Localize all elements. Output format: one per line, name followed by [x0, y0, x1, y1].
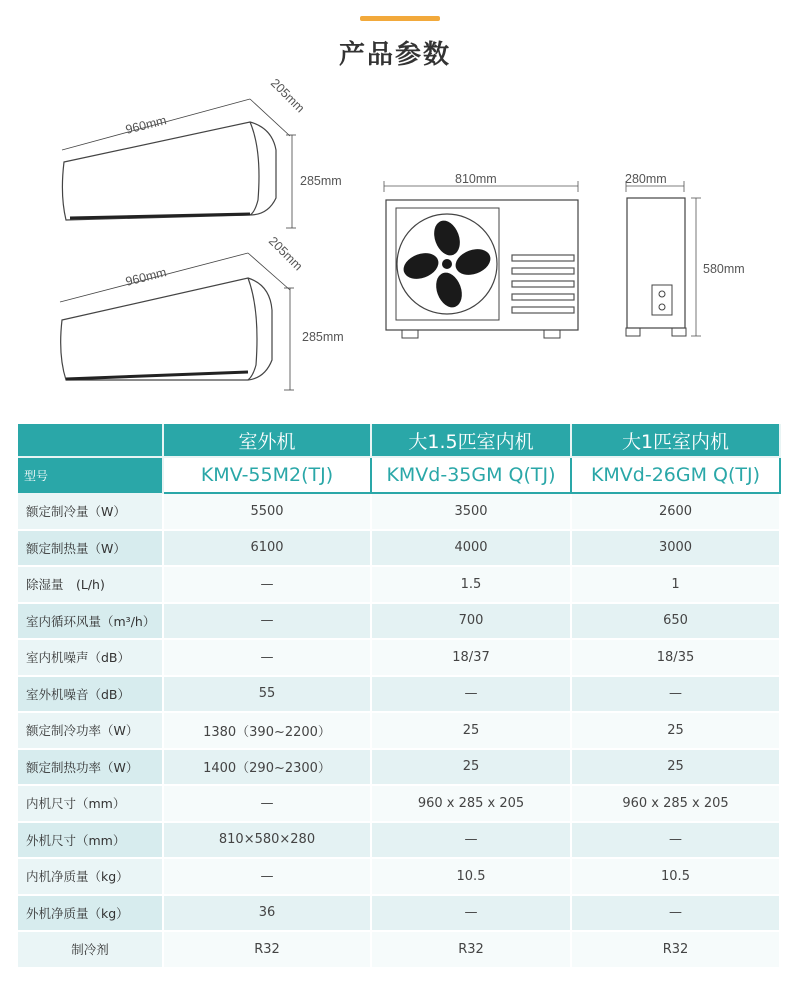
model-indoor-1hp: KMVd-26GM Q(TJ) — [571, 457, 780, 493]
row-label: 内机净质量（kg） — [18, 858, 163, 895]
cell-value: R32 — [371, 931, 571, 968]
cell-value: — — [571, 676, 780, 713]
table-row — [18, 712, 780, 749]
table-row — [18, 566, 780, 603]
indoor2-width-label: 960mm — [124, 265, 168, 289]
table-row — [18, 785, 780, 822]
model-indoor-1-5hp: KMVd-35GM Q(TJ) — [371, 457, 571, 493]
dimension-diagrams — [0, 75, 790, 405]
cell-value: 4000 — [371, 530, 571, 567]
row-label: 外机尺寸（mm） — [18, 822, 163, 859]
cell-value: — — [163, 639, 371, 676]
header-blank — [18, 424, 163, 457]
table-row — [18, 639, 780, 676]
cell-value: — — [571, 822, 780, 859]
cell-value: — — [163, 858, 371, 895]
outdoor-depth-label: 280mm — [625, 172, 667, 186]
row-label: 额定制冷功率（W） — [18, 712, 163, 749]
cell-value: — — [571, 895, 780, 932]
cell-value: 810×580×280 — [163, 822, 371, 859]
cell-value: 10.5 — [371, 858, 571, 895]
cell-value: — — [163, 566, 371, 603]
cell-value: 5500 — [163, 493, 371, 530]
row-label: 室内机噪声（dB） — [18, 639, 163, 676]
cell-value: — — [371, 895, 571, 932]
table-header-row — [18, 424, 780, 457]
indoor2-depth-label: 205mm — [265, 233, 306, 274]
cell-value: 18/35 — [571, 639, 780, 676]
model-label: 型号 — [18, 457, 163, 493]
cell-value: 3000 — [571, 530, 780, 567]
table-row — [18, 749, 780, 786]
table-row — [18, 822, 780, 859]
spec-table — [18, 424, 781, 969]
indoor2-height-label: 285mm — [302, 330, 344, 344]
cell-value: 1400（290~2300） — [163, 749, 371, 786]
cell-value: 1 — [571, 566, 780, 603]
cell-value: R32 — [571, 931, 780, 968]
indoor1-depth-label: 205mm — [267, 75, 308, 116]
cell-value: 55 — [163, 676, 371, 713]
cell-value: 700 — [371, 603, 571, 640]
row-label: 室内循环风量（m³/h） — [18, 603, 163, 640]
row-label: 内机尺寸（mm） — [18, 785, 163, 822]
cell-value: 36 — [163, 895, 371, 932]
cell-value: R32 — [163, 931, 371, 968]
cell-value: — — [371, 676, 571, 713]
table-row — [18, 676, 780, 713]
row-label: 除湿量 (L/h) — [18, 566, 163, 603]
header-outdoor: 室外机 — [163, 424, 371, 457]
cell-value: 650 — [571, 603, 780, 640]
cell-value: 10.5 — [571, 858, 780, 895]
table-row — [18, 931, 780, 968]
indoor-unit-diagram-1 — [62, 99, 296, 228]
row-label: 制冷剂 — [18, 931, 163, 968]
cell-value: 1.5 — [371, 566, 571, 603]
title-accent-bar — [360, 16, 440, 21]
table-row — [18, 895, 780, 932]
cell-value: 3500 — [371, 493, 571, 530]
page-title: 产品参数 — [338, 40, 451, 70]
header-indoor-1-5hp: 大1.5匹室内机 — [371, 424, 571, 457]
row-label: 额定制热功率（W） — [18, 749, 163, 786]
table-row — [18, 603, 780, 640]
table-row — [18, 493, 780, 530]
cell-value: 25 — [371, 712, 571, 749]
model-row — [18, 457, 780, 493]
row-label: 外机净质量（kg） — [18, 895, 163, 932]
indoor-unit-diagram-2 — [60, 253, 294, 390]
outdoor-unit-side-diagram — [626, 181, 701, 336]
outdoor-width-label: 810mm — [455, 172, 497, 186]
row-label: 室外机噪音（dB） — [18, 676, 163, 713]
header-indoor-1hp: 大1匹室内机 — [571, 424, 780, 457]
cell-value: — — [163, 603, 371, 640]
cell-value: 25 — [571, 712, 780, 749]
row-label: 额定制冷量（W） — [18, 493, 163, 530]
cell-value: 960 x 285 x 205 — [571, 785, 780, 822]
cell-value: 18/37 — [371, 639, 571, 676]
indoor1-height-label: 285mm — [300, 174, 342, 188]
cell-value: — — [371, 822, 571, 859]
outdoor-height-label: 580mm — [703, 262, 745, 276]
table-row — [18, 530, 780, 567]
cell-value: — — [163, 785, 371, 822]
cell-value: 25 — [371, 749, 571, 786]
cell-value: 1380（390~2200） — [163, 712, 371, 749]
model-outdoor: KMV-55M2(TJ) — [163, 457, 371, 493]
outdoor-unit-front-diagram — [384, 181, 578, 338]
cell-value: 25 — [571, 749, 780, 786]
table-row — [18, 858, 780, 895]
cell-value: 2600 — [571, 493, 780, 530]
row-label: 额定制热量（W） — [18, 530, 163, 567]
indoor1-width-label: 960mm — [124, 113, 168, 137]
cell-value: 960 x 285 x 205 — [371, 785, 571, 822]
cell-value: 6100 — [163, 530, 371, 567]
